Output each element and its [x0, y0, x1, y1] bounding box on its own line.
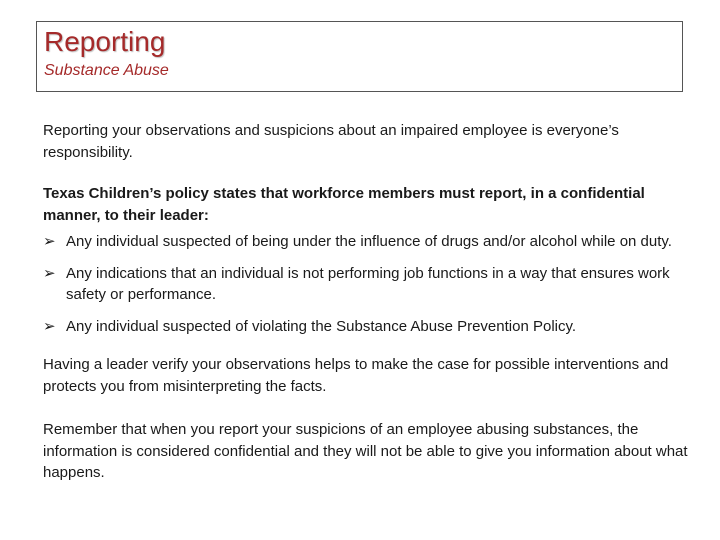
- arrow-bullet-icon: ➢: [43, 233, 56, 250]
- list-item: [43, 316, 688, 338]
- list-item-text: Any individual suspected of violating the Substance Abuse Prevention Policy.: [66, 317, 577, 335]
- slide-content: [43, 120, 688, 484]
- list-item-text: Any individual suspected of being under the influence of drugs and/or alcohol while on duty.: [66, 233, 672, 250]
- policy-paragraph: Texas Children’s policy states that workforce members must report, in a confidential manner, to their leader:: [43, 185, 645, 224]
- leader-verify-paragraph: Having a leader verify your observations helps to make the case for possible interventions and protects you from misinterpreting the facts.: [43, 356, 669, 395]
- slide-subtitle: Substance Abuse: [44, 62, 169, 79]
- list-item: [43, 231, 688, 253]
- list-item: [43, 263, 688, 306]
- remember-paragraph: Remember that when you report your suspicions of an employee abusing substances, the information is considered confidential and they will not be able to give you information about what happens.: [43, 421, 688, 481]
- slide-title: Reporting: [44, 26, 166, 57]
- intro-paragraph: Reporting your observations and suspicions about an impaired employee is everyone’s responsibility.: [43, 122, 619, 161]
- bullet-list: [43, 231, 688, 337]
- list-item-text: Any indications that an individual is not performing job functions in a way that ensures work safety or performance.: [66, 264, 670, 303]
- arrow-bullet-icon: ➢: [43, 317, 56, 335]
- title-box: [36, 21, 683, 92]
- arrow-bullet-icon: ➢: [43, 264, 56, 282]
